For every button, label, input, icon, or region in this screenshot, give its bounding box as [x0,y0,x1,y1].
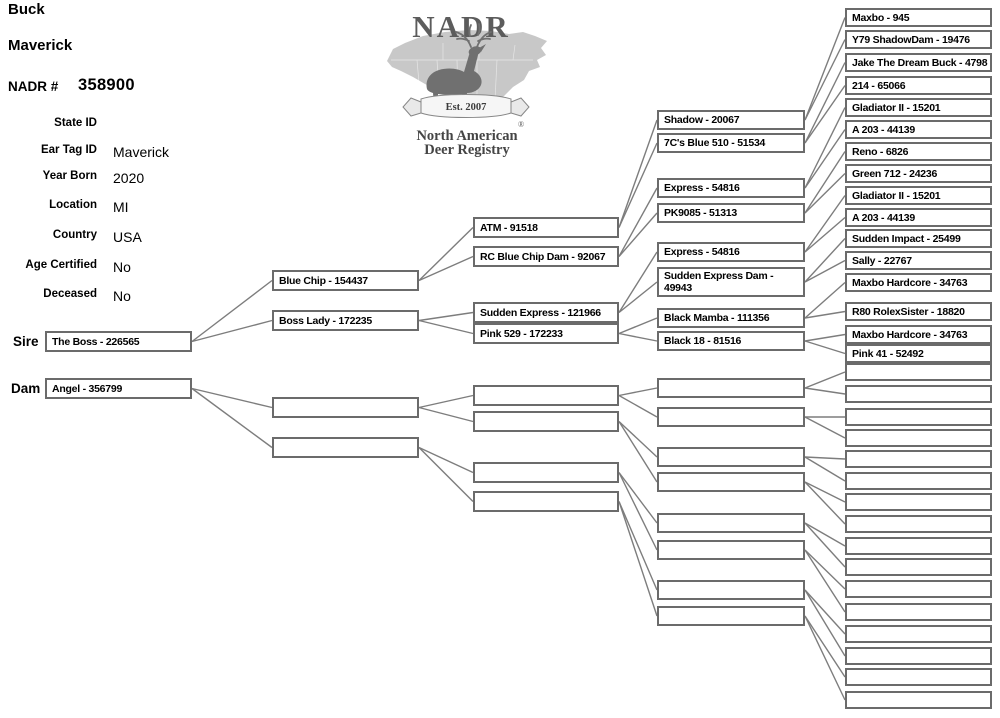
pedigree-node-empty-dsdd [657,472,805,492]
pedigree-connector-line [619,143,657,228]
pedigree-node-label: Sudden Impact - 25499 [852,232,961,245]
pedigree-connector-line [805,550,845,612]
pedigree-connector-line [805,18,845,121]
pedigree-connector-line [805,372,845,388]
pedigree-node-label: PK9085 - 51313 [664,207,737,219]
pedigree-connector-line [619,388,657,396]
pedigree-connector-line [419,313,473,321]
pedigree-node-empty-dds [473,462,619,483]
pedigree-node-empty-ddd [473,491,619,512]
pedigree-node-empty-dsdsd [845,472,992,490]
pedigree-node-empty-dsss [657,378,805,398]
pedigree-node-empty-ddds [657,580,805,600]
pedigree-node-label: Maxbo - 945 [852,11,910,24]
pedigree-connector-line [619,396,657,418]
pedigree-node-label: Express - 54816 [664,182,740,194]
pedigree-connector-line [805,482,845,502]
pedigree-node-label: A 203 - 44139 [852,211,915,224]
pedigree-node-sdss [657,242,805,262]
pedigree-node-empty-ddssd [845,558,992,576]
pedigree-node-empty-dsddd [845,515,992,533]
pedigree-connector-line [619,334,657,342]
pedigree-node-sddds [845,325,992,344]
pedigree-node-empty-dd [272,437,419,458]
pedigree-connector-line [619,188,657,257]
pedigree-node-label: Gladiator II - 15201 [852,189,941,202]
pedigree-connector-line [419,408,473,422]
pedigree-node-label: Reno - 6826 [852,145,909,158]
pedigree-node-label: Blue Chip - 154437 [279,274,368,287]
pedigree-connector-line [805,335,845,342]
pedigree-connector-line [419,257,473,281]
pedigree-connector-line [619,213,657,257]
pedigree-node-empty-dsdss [845,450,992,468]
pedigree-connector-line [805,341,845,354]
pedigree-node-empty-dddsd [845,647,992,665]
pedigree-node-empty-ddsdd [845,603,992,621]
pedigree-connector-line [192,281,272,342]
pedigree-node-label: The Boss - 226565 [52,335,140,348]
info-value: Maverick [113,144,170,160]
pedigree-node-label: Sudden Express Dam - 49943 [664,270,774,294]
pedigree-node-sssd [657,133,805,153]
info-value: No [113,259,131,275]
info-label: Location [49,199,97,211]
pedigree-node-empty-ddsd [657,540,805,560]
pedigree-node-s [45,331,192,352]
info-value: MI [113,199,129,215]
pedigree-node-ssdsd [845,120,992,139]
pedigree-node-ss [272,270,419,291]
pedigree-connector-line [805,86,845,144]
pedigree-node-ssssd [845,30,992,49]
info-label: Country [52,229,97,241]
pedigree-connector-line [805,417,845,438]
pedigree-node-sdsss [845,186,992,205]
pedigree-node-d [45,378,192,399]
logo-acronym-text: NADR [412,9,510,44]
pedigree-node-sd [272,310,419,331]
pedigree-node-sdd [473,323,619,344]
pedigree-node-sddd [657,331,805,351]
info-label: Age Certified [25,259,97,271]
pedigree-connector-line [619,502,657,617]
pedigree-connector-line [805,457,845,459]
pedigree-node-sddss [845,273,992,292]
pedigree-connector-line [419,396,473,408]
pedigree-node-empty-ddsds [845,580,992,598]
pedigree-node-empty-dsd [473,411,619,432]
pedigree-connector-line [805,482,845,524]
pedigree-node-sdsdd [845,251,992,270]
pedigree-connector-line [805,108,845,189]
pedigree-node-empty-dss [473,385,619,406]
pedigree-connector-line [619,252,657,313]
pedigree-node-empty-dssss [845,363,992,381]
pedigree-node-sds [473,302,619,323]
pedigree-node-label: Black 18 - 81516 [664,335,742,347]
species-text: Buck [8,1,45,18]
pedigree-node-ssdd [657,203,805,223]
pedigree-node-empty-dsds [657,447,805,467]
pedigree-node-empty-ddsss [845,537,992,555]
pedigree-node-label: Pink 529 - 172233 [480,327,563,340]
pedigree-node-sdssd [845,208,992,227]
pedigree-connector-line [419,448,473,502]
info-label: Deceased [43,288,97,300]
pedigree-connector-line [419,321,473,334]
info-value: 2020 [113,170,145,186]
dam-row-label: Dam [11,381,41,396]
pedigree-node-empty-ddddd [845,691,992,709]
pedigree-node-label: Sally - 22767 [852,254,912,267]
pedigree-node-ssdss [845,98,992,117]
pedigree-connector-line [805,523,845,546]
pedigree-node-ssddd [845,164,992,183]
pedigree-node-label: Black Mamba - 111356 [664,312,770,324]
pedigree-node-label: RC Blue Chip Dam - 92067 [480,250,606,263]
pedigree-node-label: Green 712 - 24236 [852,167,938,180]
pedigree-node-sdds [657,308,805,328]
pedigree-connector-line [805,616,845,700]
info-label: State ID [54,117,97,129]
info-label: Ear Tag ID [40,144,97,156]
pedigree-node-label: 214 - 65066 [852,79,906,92]
pedigree-node-empty-dddds [845,668,992,686]
pedigree-node-label: Sudden Express - 121966 [480,306,601,319]
pedigree-node-label: Angel - 356799 [52,382,123,395]
pedigree-connector-line [805,40,845,121]
pedigree-node-label: Maxbo Hardcore - 34763 [852,276,968,289]
pedigree-node-label: A 203 - 44139 [852,123,915,136]
pedigree-node-sddsd [845,302,992,321]
pedigree-node-sdsd [657,267,805,297]
pedigree-node-label: R80 RolexSister - 18820 [852,305,965,318]
pedigree-node-empty-dssd [657,407,805,427]
pedigree-node-sdddd [845,344,992,363]
logo-name-line2: Deer Registry [424,142,510,158]
animal-name-text: Maverick [8,37,73,54]
pedigree-node-sssds [845,53,992,72]
pedigree-node-empty-dddd [657,606,805,626]
pedigree-node-label: Maxbo Hardcore - 34763 [852,328,968,341]
pedigree-node-label: Pink 41 - 52492 [852,347,924,360]
pedigree-node-empty-dssdd [845,429,992,447]
pedigree-connector-line [619,120,657,228]
info-value: No [113,288,131,304]
pedigree-node-label: Shadow - 20067 [664,114,740,126]
pedigree-node-empty-dssds [845,408,992,426]
pedigree-node-label: 7C's Blue 510 - 51534 [664,137,766,149]
pedigree-node-empty-ddss [657,513,805,533]
pedigree-node-label: Y79 ShadowDam - 19476 [852,33,970,46]
pedigree-node-label: Gladiator II - 15201 [852,101,941,114]
pedigree-node-empty-dddss [845,625,992,643]
pedigree-connector-line [619,473,657,551]
pedigree-node-ssss [657,110,805,130]
pedigree-connector-line [192,321,272,342]
pedigree-connector-line [805,550,845,589]
logo-name-line1: North American [416,128,518,144]
pedigree-node-ssd [473,246,619,267]
pedigree-connector-line [805,261,845,283]
nadr-number-label: NADR # [8,79,59,94]
pedigree-connector-line [805,388,845,394]
pedigree-connector-line [805,457,845,481]
pedigree-node-sdsds [845,229,992,248]
pedigree-node-label: Boss Lady - 172235 [279,314,372,327]
sire-row-label: Sire [13,334,39,349]
pedigree-node-sssdd [845,76,992,95]
info-value: USA [113,229,142,245]
pedigree-node-ssdds [845,142,992,161]
registered-trademark-icon: ® [518,120,525,129]
pedigree-node-label: Express - 54816 [664,246,740,258]
pedigree-connector-line [419,228,473,281]
pedigree-connector-line [619,318,657,334]
pedigree-connector-line [419,448,473,473]
pedigree-node-label: ATM - 91518 [480,221,538,234]
pedigree-node-empty-dsssd [845,385,992,403]
info-label: Year Born [42,170,97,182]
pedigree-node-sss [473,217,619,238]
pedigree-node-label: Jake The Dream Buck - 4798 [852,56,988,69]
pedigree-connector-line [619,282,657,313]
nadr-number-value: 358900 [78,76,135,94]
pedigree-node-empty-dsdds [845,493,992,511]
logo-est-text: Est. 2007 [445,102,487,113]
pedigree-node-empty-ds [272,397,419,418]
pedigree-node-ssds [657,178,805,198]
pedigree-connector-line [805,239,845,283]
pedigree-node-sssss [845,8,992,27]
